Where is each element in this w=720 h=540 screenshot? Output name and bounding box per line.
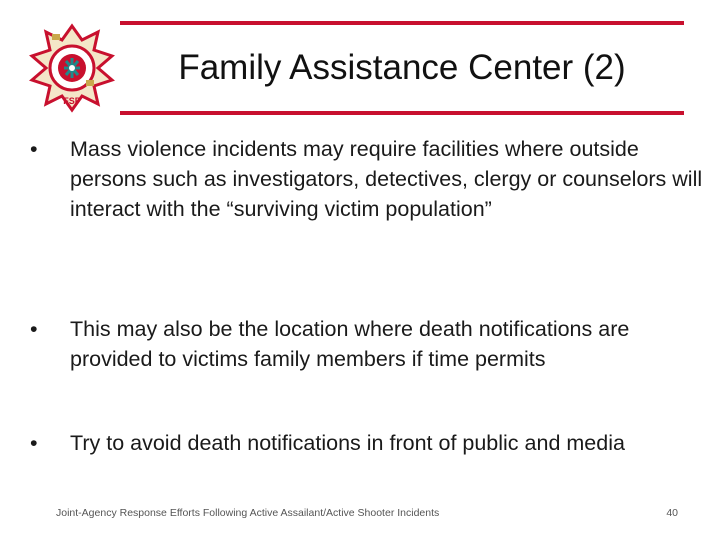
bullet-marker: • [30,317,38,341]
bullet-marker: • [30,137,38,161]
title-top-rule [120,21,684,25]
logo-center-dot [69,65,75,71]
bullet-item [30,314,710,374]
bullet-text: Mass violence incidents may require facilities where outside persons such as investigators, detectives, clergy or counselors will interact with the “surviving victim population” [70,137,703,221]
bullet-item [30,428,625,458]
bullet-marker: • [30,431,38,455]
logo-helmet-mark [52,34,60,40]
title-bottom-rule [120,111,684,115]
fire-department-logo-icon [28,22,116,114]
slide-footer: Joint-Agency Response Efforts Following Active Assailant/Active Shooter Incidents [56,507,440,519]
logo-text: FSP [63,96,81,106]
bullet-text: Try to avoid death notifications in front of public and media [70,431,625,455]
bullet-text: This may also be the location where death notifications are provided to victims family members if time permits [70,317,630,371]
slide-title: Family Assistance Center (2) [178,48,626,87]
page-number: 40 [666,507,678,519]
bullet-item [30,134,710,224]
logo-hydrant-mark [86,80,94,86]
